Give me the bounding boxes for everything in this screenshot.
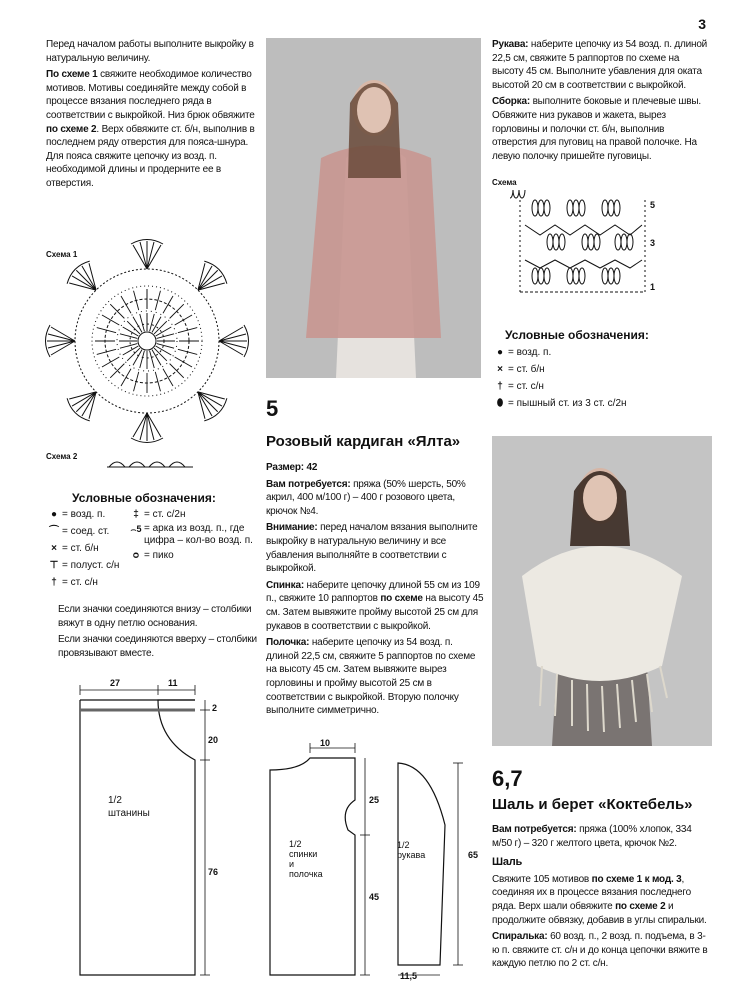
puff-stitch-symbol: ⬮ <box>496 398 504 409</box>
legend-text: = ст. с/н <box>508 381 544 392</box>
body-dim-45: 45 <box>369 892 380 902</box>
cardigan-photo <box>266 38 481 378</box>
shawl-text <box>492 823 710 974</box>
attention-label: Внимание: <box>266 522 318 534</box>
shawl-photo <box>492 436 712 746</box>
intro-p2-text2: . Верх обвяжите ст. б/н, выполнив в последнем ряду отверстия для пояса-шнура. Для пояса свяжите цепочку из возд. п. необходимой длины и продерните ее в отверстия. <box>46 123 255 189</box>
chain-stitch-symbol: ● <box>496 347 504 358</box>
center-ring <box>138 332 156 350</box>
needs-label: Вам потребуется: <box>266 478 351 490</box>
sleeves-paragraph <box>492 38 708 92</box>
cardigan-model-illustration <box>266 38 481 378</box>
chain-stitch-symbol: ● <box>50 509 58 520</box>
scheme-row-5: 5 <box>650 200 656 210</box>
shawl-needs-label: Вам потребуется: <box>492 824 577 835</box>
sleeve-dim-65: 65 <box>468 850 479 860</box>
scheme1-diagram <box>40 238 255 448</box>
front-text: наберите цепочку из 54 возд. п. длиной 22,5 см, свяжите 5 раппортов по схеме на высоту 45 см. Затем вывяжите вырез горловины и пройму высотой 25 см в соответствии с выкройкой. Вторую полочку выполните симметрично. <box>266 637 476 717</box>
legend-item <box>46 540 141 557</box>
note-bottom: Если значки соединяются внизу – столбики вяжут в одну петлю основания. <box>58 604 252 629</box>
assembly-paragraph <box>492 95 708 163</box>
note-top: Если значки соединяются вверху – столбики провязывают вместе. <box>58 634 257 659</box>
shawl-scheme1-ref: по схеме 1 к мод. 3 <box>591 873 682 885</box>
treble-symbol: ‡ <box>133 509 139 520</box>
shawl-scheme2-ref: по схеме 2 <box>615 900 666 912</box>
body-label: 1/2 спинки и полочка <box>289 839 323 879</box>
spiral-paragraph <box>492 930 710 971</box>
needs-text: пряжа (50% шерсть, 50% акрил, 400 м/100 г) – 400 г розового цвета, крючок №4. <box>266 478 466 517</box>
cardigan-scheme-diagram <box>510 190 660 300</box>
legend-item <box>46 506 141 523</box>
scheme2-label: Схема 2 <box>46 452 78 461</box>
needs-paragraph <box>266 478 484 519</box>
legend-text: = возд. п. <box>508 347 552 358</box>
scheme-label: Схема <box>492 178 517 187</box>
pants-outline <box>80 700 195 975</box>
sleeve-dim-bottom: 11,5 <box>400 971 418 981</box>
shawl-needs-paragraph <box>492 823 710 850</box>
legend-text: = ст. с/2н <box>144 509 186 520</box>
legend-item <box>492 361 627 378</box>
legend-item <box>492 395 627 412</box>
legend-item <box>128 523 263 547</box>
legend-item <box>128 547 263 564</box>
back-paragraph <box>266 579 484 633</box>
legend-text: = возд. п. <box>62 509 106 520</box>
section-5-title: Розовый кардиган «Ялта» <box>266 433 461 450</box>
shawl-text2: , соединяя их в процессе вязания последнего ряда. Верх шали обвяжите <box>492 873 692 912</box>
pants-label: 1/2 штанины <box>108 795 150 819</box>
double-crochet-symbol: † <box>497 381 503 392</box>
picot-symbol: ᴑ <box>132 550 140 561</box>
right-legend-title: Условные обозначения: <box>505 328 649 342</box>
pants-dim-11: 11 <box>168 678 178 688</box>
legend-item <box>46 557 141 574</box>
scheme-row-3: 3 <box>650 238 656 248</box>
shawl-paragraph <box>492 873 710 927</box>
arch-symbol: ⌢5 <box>130 524 142 534</box>
attention-paragraph <box>266 521 484 575</box>
scheme2-diagram <box>105 455 195 471</box>
legend-text: = арка из возд. п., где цифра – кол-во возд. п. <box>144 523 253 546</box>
legend-item <box>128 506 263 523</box>
intro-p2-text1: свяжите необходимое количество мотивов. Мотивы соединяйте между собой в процессе вязания последнего ряда в соответствии с выкройкой. Низ брюк обвяжите <box>46 69 255 121</box>
pants-dim-20: 20 <box>208 735 219 745</box>
pants-pattern <box>70 680 230 985</box>
shawl-text3: и продолжите обвязку, добавив в углы спиральки. <box>492 900 707 926</box>
body-pattern <box>260 740 390 990</box>
scheme2-ref: по схеме 2 <box>46 123 97 135</box>
pants-dim-27: 27 <box>110 678 121 688</box>
assembly-label: Сборка: <box>492 96 530 108</box>
join-notes <box>58 603 258 663</box>
intro-paragraph-2 <box>46 68 260 190</box>
legend-item <box>46 523 141 540</box>
legend-item <box>492 378 627 395</box>
single-crochet-symbol: × <box>51 543 57 554</box>
double-crochet-symbol: † <box>51 577 57 588</box>
cardigan-text-cont <box>492 38 708 166</box>
slip-stitch-symbol: ⌒ <box>49 526 59 537</box>
legend-text: = ст. с/н <box>62 577 98 588</box>
shawl-model-illustration <box>492 436 712 746</box>
left-legend-title: Условные обозначения: <box>72 491 216 505</box>
right-legend <box>492 344 627 412</box>
front-label: Полочка: <box>266 637 310 649</box>
shawl-needs-text: пряжа (100% хлопок, 334 м/50 г) – 320 г желтого цвета, крючок №2. <box>492 824 692 849</box>
scheme1-label: Схема 1 <box>46 250 78 259</box>
body-dim-10: 10 <box>320 738 331 748</box>
sleeve-pattern <box>390 755 475 990</box>
page-number: 3 <box>698 16 706 32</box>
sleeves-text: наберите цепочку из 54 возд. п. длиной 22,5 см, свяжите 5 раппортов по схеме на высоту 45 см. Выполните убавления для оката высотой 20 см в соответствии с выкройкой. <box>492 39 708 91</box>
attention-text: перед началом вязания выполните выкройку в натуральную величину и все убавления выполняйте в соответствии с выкройкой. <box>266 522 478 575</box>
spiral-text: 60 возд. п., 2 возд. п. подъема, в 3-ю п. свяжите ст. с/н и до конца цепочки вяжите в каждую петлю по 2 ст. с/н. <box>492 931 708 970</box>
pants-dim-2: 2 <box>212 703 218 713</box>
back-text2: на высоту 45 см. Затем вывяжите пройму высотой 25 см для рукавов в соответствии с выкройкой. <box>266 593 484 632</box>
single-crochet-symbol: × <box>497 364 503 375</box>
front-paragraph <box>266 636 484 718</box>
sleeves-label: Рукава: <box>492 39 529 50</box>
pants-dim-76: 76 <box>208 867 219 877</box>
legend-text: = пышный ст. из 3 ст. с/2н <box>508 398 627 409</box>
legend-text: = ст. б/н <box>508 364 545 375</box>
back-label: Спинка: <box>266 579 304 591</box>
scheme1-ref: По схеме 1 <box>46 69 98 81</box>
shawl-heading: Шаль <box>492 856 523 869</box>
back-scheme-ref: по схеме <box>380 593 423 605</box>
back-text1: наберите цепочку длиной 55 см из 109 п., свяжите 10 раппортов <box>266 579 480 605</box>
section-67-number: 6,7 <box>492 766 523 791</box>
legend-text: = пико <box>144 550 174 561</box>
size-label: Размер: 42 <box>266 462 318 473</box>
intro-paragraph-1: Перед началом работы выполните выкройку в натуральную величину. <box>46 39 254 64</box>
shawl-text1: Свяжите 105 мотивов <box>492 873 592 885</box>
section-5-number: 5 <box>266 396 279 421</box>
legend-text: = полуст. с/н <box>62 560 120 571</box>
assembly-text: выполните боковые и плечевые швы. Обвяжите низ рукавов и жакета, вырез горловины и полочки ст. б/н, выполнив отверстия для пуговиц на правой полочке. На левую полочку пришейте пуговицы. <box>492 96 701 162</box>
intro-text <box>46 38 260 194</box>
left-legend-col2 <box>128 506 263 564</box>
spiral-label: Спиралька: <box>492 931 548 943</box>
sleeve-outline <box>398 763 445 965</box>
legend-text: = ст. б/н <box>62 543 99 554</box>
legend-item <box>492 344 627 361</box>
body-dim-25: 25 <box>369 795 380 805</box>
scheme-row-1: 1 <box>650 282 656 292</box>
half-double-symbol: ⊤ <box>49 560 59 571</box>
legend-text: = соед. ст. <box>62 526 110 537</box>
section-67-title: Шаль и берет «Коктебель» <box>492 796 693 813</box>
legend-item <box>46 574 141 591</box>
left-legend-col1 <box>46 506 141 591</box>
sleeve-label: 1/2 рукава <box>397 840 426 860</box>
cardigan-text <box>266 461 484 721</box>
